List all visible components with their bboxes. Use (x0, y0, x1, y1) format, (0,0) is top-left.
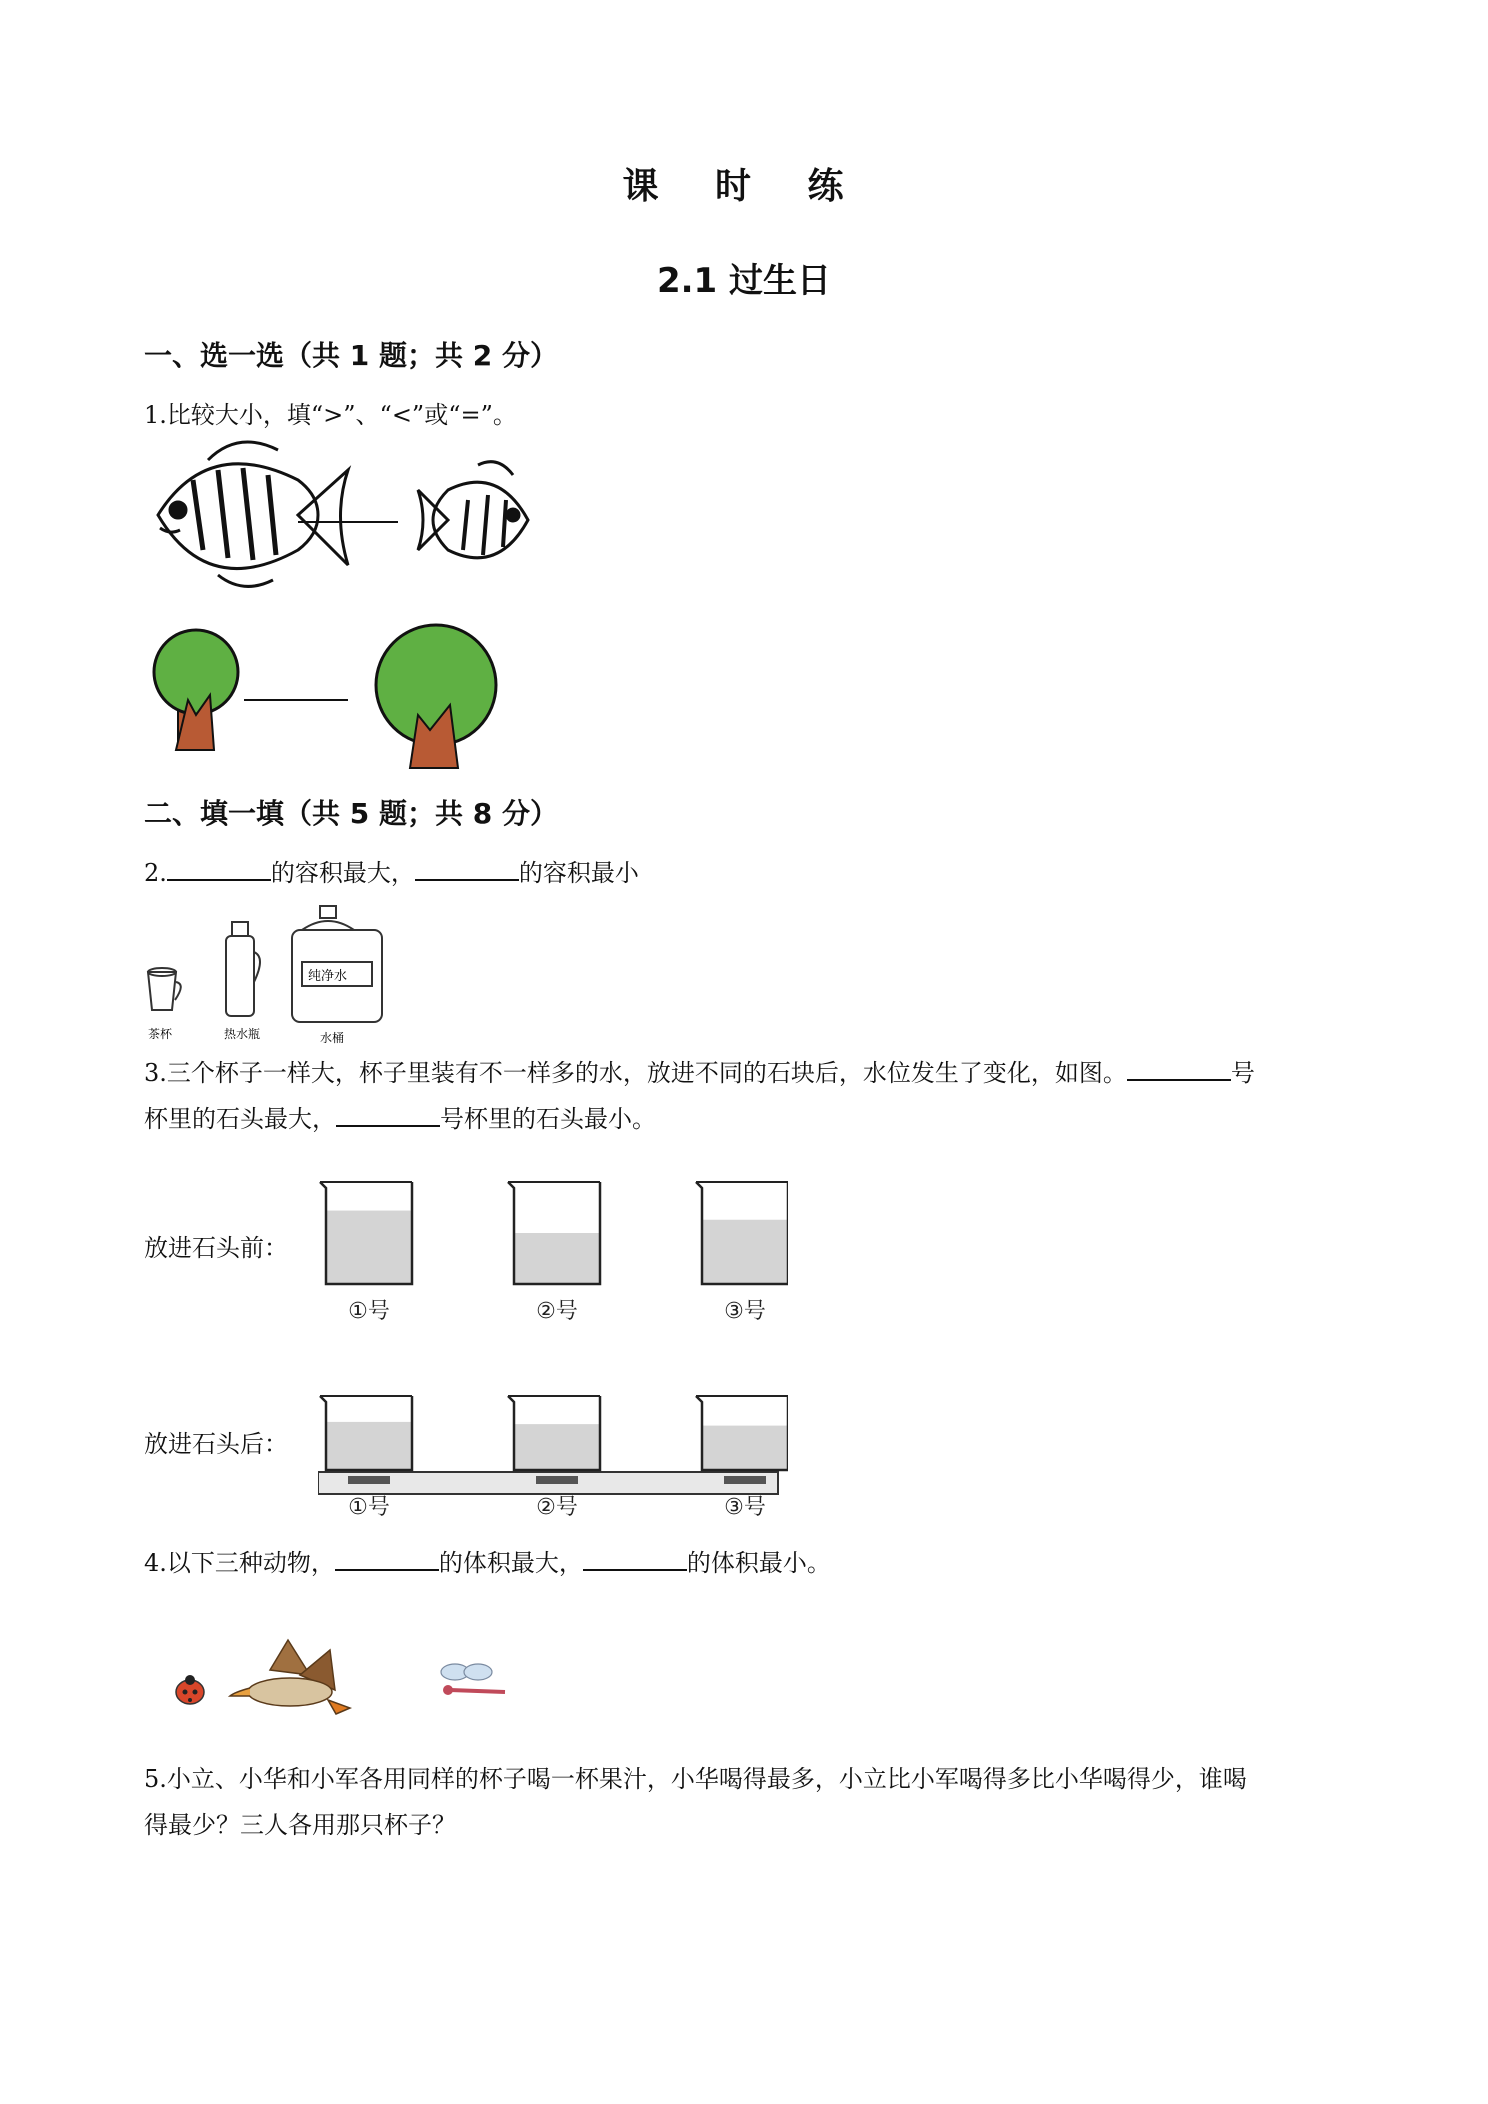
beaker-cup (508, 1396, 600, 1518)
q4-suffix: 的体积最小。 (686, 1549, 831, 1577)
question-3-text (144, 1050, 1354, 1142)
fish-comparison (148, 440, 548, 590)
q3-blank-smallest[interactable] (336, 1103, 440, 1127)
stone (348, 1476, 390, 1484)
q2-blank-largest[interactable] (167, 857, 271, 881)
q4-blank-smallest[interactable] (583, 1547, 687, 1571)
small-fish-image (418, 462, 528, 558)
cup-number-label: ③号 (724, 1495, 766, 1518)
bucket-printed-text: 纯净水 (308, 969, 348, 984)
q3-line1-suffix: 号 (1230, 1059, 1255, 1087)
q3-line1: 3.三个杯子一样大，杯子里装有不一样多的水，放进不同的石块后，水位发生了变化，如图。 (144, 1059, 1127, 1087)
beaker-cup (320, 1396, 412, 1518)
after-stone-label: 放进石头后： (144, 1430, 288, 1458)
question-5-text (144, 1756, 1354, 1848)
q2-blank-smallest[interactable] (415, 857, 519, 881)
beaker-cup (320, 1182, 412, 1324)
bucket-label: 水桶 (320, 1031, 345, 1045)
tree-comparison (148, 620, 508, 780)
question-4-text (144, 1540, 1354, 1586)
q4-prefix: 4.以下三种动物， (144, 1549, 335, 1577)
beaker-cup (696, 1396, 788, 1518)
water-fill (702, 1220, 788, 1284)
q2-prefix: 2. (144, 859, 167, 887)
water-fill (326, 1211, 412, 1284)
cup-number-label: ②号 (536, 1495, 578, 1518)
q2-middle: 的容积最大， (270, 859, 415, 887)
cup-number-label: ③号 (724, 1299, 766, 1324)
q3-blank-largest[interactable] (1127, 1057, 1231, 1081)
dragonfly-image (441, 1664, 505, 1695)
q3-line2: 杯里的石头最大， (144, 1105, 336, 1133)
thermos-label: 热水瓶 (224, 1027, 261, 1041)
water-fill (514, 1424, 600, 1470)
page-title: 课 时 练 (622, 166, 866, 207)
q5-line2: 得最少？三人各用那只杯子？ (144, 1811, 456, 1839)
big-fish-image (158, 442, 348, 586)
section-2-heading: 二、填一填（共 5 题；共 8 分） (144, 797, 558, 830)
stone (536, 1476, 578, 1484)
beaker-cup (508, 1182, 600, 1324)
teacup-label: 茶杯 (148, 1027, 173, 1041)
ladybug-image (176, 1675, 204, 1704)
animals-figure (160, 1630, 540, 1730)
cups-after-figure (318, 1368, 788, 1518)
q4-blank-largest[interactable] (335, 1547, 439, 1571)
cup-number-label: ②号 (536, 1299, 578, 1324)
question-2-text (144, 850, 1354, 896)
lesson-subtitle: 2.1 过生日 (656, 261, 832, 301)
cups-before-figure (318, 1168, 788, 1328)
before-stone-label: 放进石头前： (144, 1234, 288, 1262)
q4-middle: 的体积最大， (438, 1549, 583, 1577)
q2-suffix: 的容积最小 (518, 859, 639, 887)
section-1-heading: 一、选一选（共 1 题；共 2 分） (144, 339, 558, 372)
beaker-cup (696, 1182, 788, 1324)
question-1-text: 1.比较大小，填“>”、“<”或“=”。 (144, 401, 517, 429)
stone (724, 1476, 766, 1484)
small-tree-image (154, 630, 238, 750)
cup-number-label: ①号 (348, 1495, 390, 1518)
q5-line1: 5.小立、小华和小军各用同样的杯子喝一杯果汁，小华喝得最多，小立比小军喝得多比小华喝得少，谁喝 (144, 1765, 1247, 1793)
cup-number-label: ①号 (348, 1299, 390, 1324)
goose-image (230, 1640, 350, 1714)
big-tree-image (376, 625, 496, 768)
containers-figure (142, 902, 412, 1048)
water-fill (514, 1233, 600, 1284)
water-fill (326, 1422, 412, 1470)
water-fill (702, 1426, 788, 1470)
q3-line2-suffix: 号杯里的石头最小。 (440, 1105, 656, 1133)
